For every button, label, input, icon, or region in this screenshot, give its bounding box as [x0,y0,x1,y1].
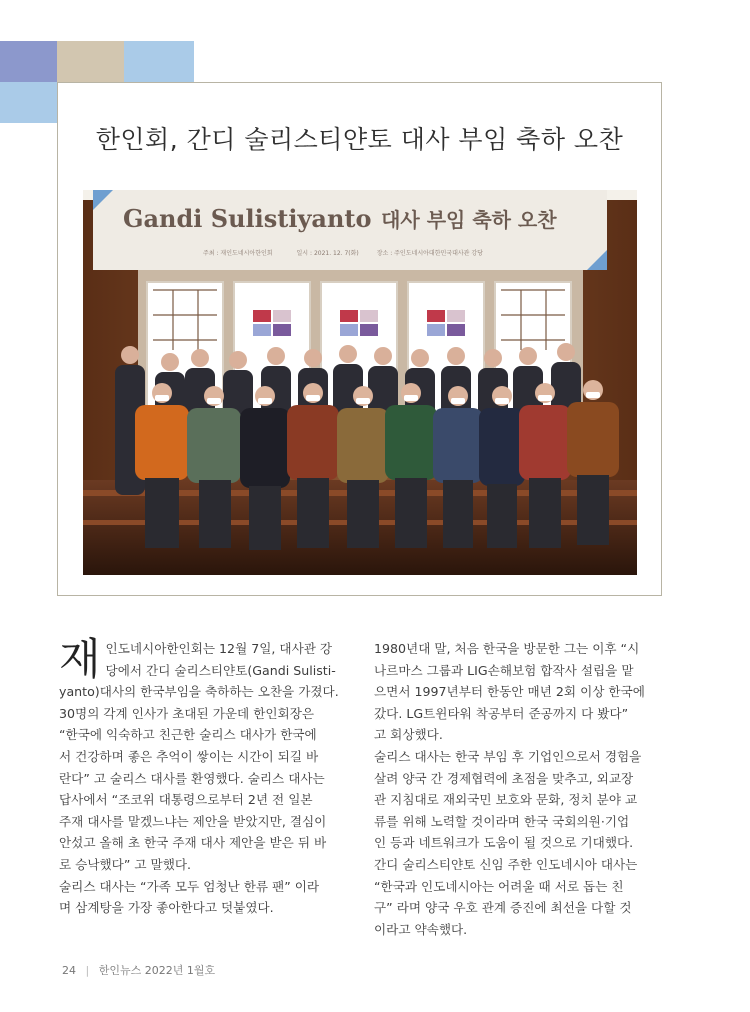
text-line: 인 등과 네트워크가 도움이 될 것으로 기대했다. [374,835,634,851]
drop-cap: 재 [59,635,101,685]
banner-title-korean: 대사 부임 축하 오찬 [381,208,557,232]
right-column-text [374,638,668,940]
text-line: 살려 양국 간 경제협력에 초점을 맞추고, 외교장 [374,770,634,786]
text-line: 술리스 대사는 한국 부임 후 기업인으로서 경험을 [374,748,642,764]
decor-square-blue [0,41,57,82]
text-line: “한국과 인도네시아는 어려울 때 서로 돕는 친 [374,878,624,894]
text-line: 간디 술리스티얀토 신임 주한 인도네시아 대사는 [374,856,638,872]
banner-title-latin: Gandi Sulistiyanto [123,204,372,233]
text-line: 이라고 약속했다. [374,921,468,937]
text-line: 주재 대사를 맡겠느냐는 제안을 받았지만, 결심이 [59,813,327,829]
article-body-left [59,635,352,919]
text-line: 갔다. LG트윈타워 착공부터 준공까지 다 봤다” [374,705,629,721]
text-line: 술리스 대사는 “가족 모두 엄청난 한류 팬” 이라 [59,878,320,894]
text-line: 며 삼계탕을 가장 좋아한다고 덧붙였다. [59,900,274,916]
banner-date: 일시 : 2021. 12. 7(화) [296,250,359,257]
decor-square-light-blue [124,41,194,82]
left-column-text [59,635,352,919]
article-body-right [374,638,668,940]
event-photo [83,190,637,575]
text-line: 관 지침대로 재외국민 보호와 문화, 정치 분야 교 [374,792,638,808]
banner-title [123,204,593,233]
text-line: yanto)대사의 한국부임을 축하하는 오찬을 가졌다. [59,684,339,700]
banner-host: 주최 : 재인도네시아한인회 [203,250,273,257]
text-line: 으면서 1997년부터 한동안 매년 2회 이상 한국에 [374,684,645,700]
text-line: 당에서 간디 술리스티얀토(Gandi Sulisti- [105,662,336,678]
text-line: 란다” 고 술리스 대사를 환영했다. 술리스 대사는 [59,770,325,786]
text-line: 30명의 각계 인사가 초대된 가운데 한인회장은 [59,705,315,721]
text-line: 1980년대 말, 처음 한국을 방문한 그는 이후 “시 [374,641,640,656]
banner-details [203,248,623,257]
text-line: “한국에 익숙하고 친근한 술리스 대사가 한국에 [59,727,317,743]
article-title: 한인회, 간디 술리스티얀토 대사 부임 축하 오찬 [95,125,624,154]
page-footer [62,962,215,978]
text-line: 나르마스 그룹과 LIG손해보험 합작사 설립을 맡 [374,662,634,678]
text-line: 고 회상했다. [374,727,443,743]
text-line: 답사에서 “조코위 대통령으로부터 2년 전 일본 [59,792,313,808]
decor-square-tan [57,41,124,82]
text-line: 안섰고 올해 초 한국 주재 대사 제안을 받은 뒤 바 [59,835,327,851]
text-line: 인도네시아한인회는 12월 7일, 대사관 강 [105,641,333,656]
text-line: 류를 위해 노력할 것이라며 한국 국회의원·기업 [374,813,630,829]
text-line: 구” 라며 양국 우호 관계 증진에 최선을 다할 것 [374,900,632,916]
decor-square-light-blue-2 [0,82,57,123]
publication-name: 한인뉴스 2022년 1월호 [98,964,216,977]
text-line: 서 건강하며 좋은 추억이 쌓이는 시간이 되길 바 [59,748,319,764]
text-line: 로 승낙했다” 고 말했다. [59,856,192,872]
footer-separator: | [85,964,90,977]
banner-place: 장소 : 주인도네시아대한민국대사관 강당 [376,250,483,257]
page-number: 24 [62,964,76,977]
